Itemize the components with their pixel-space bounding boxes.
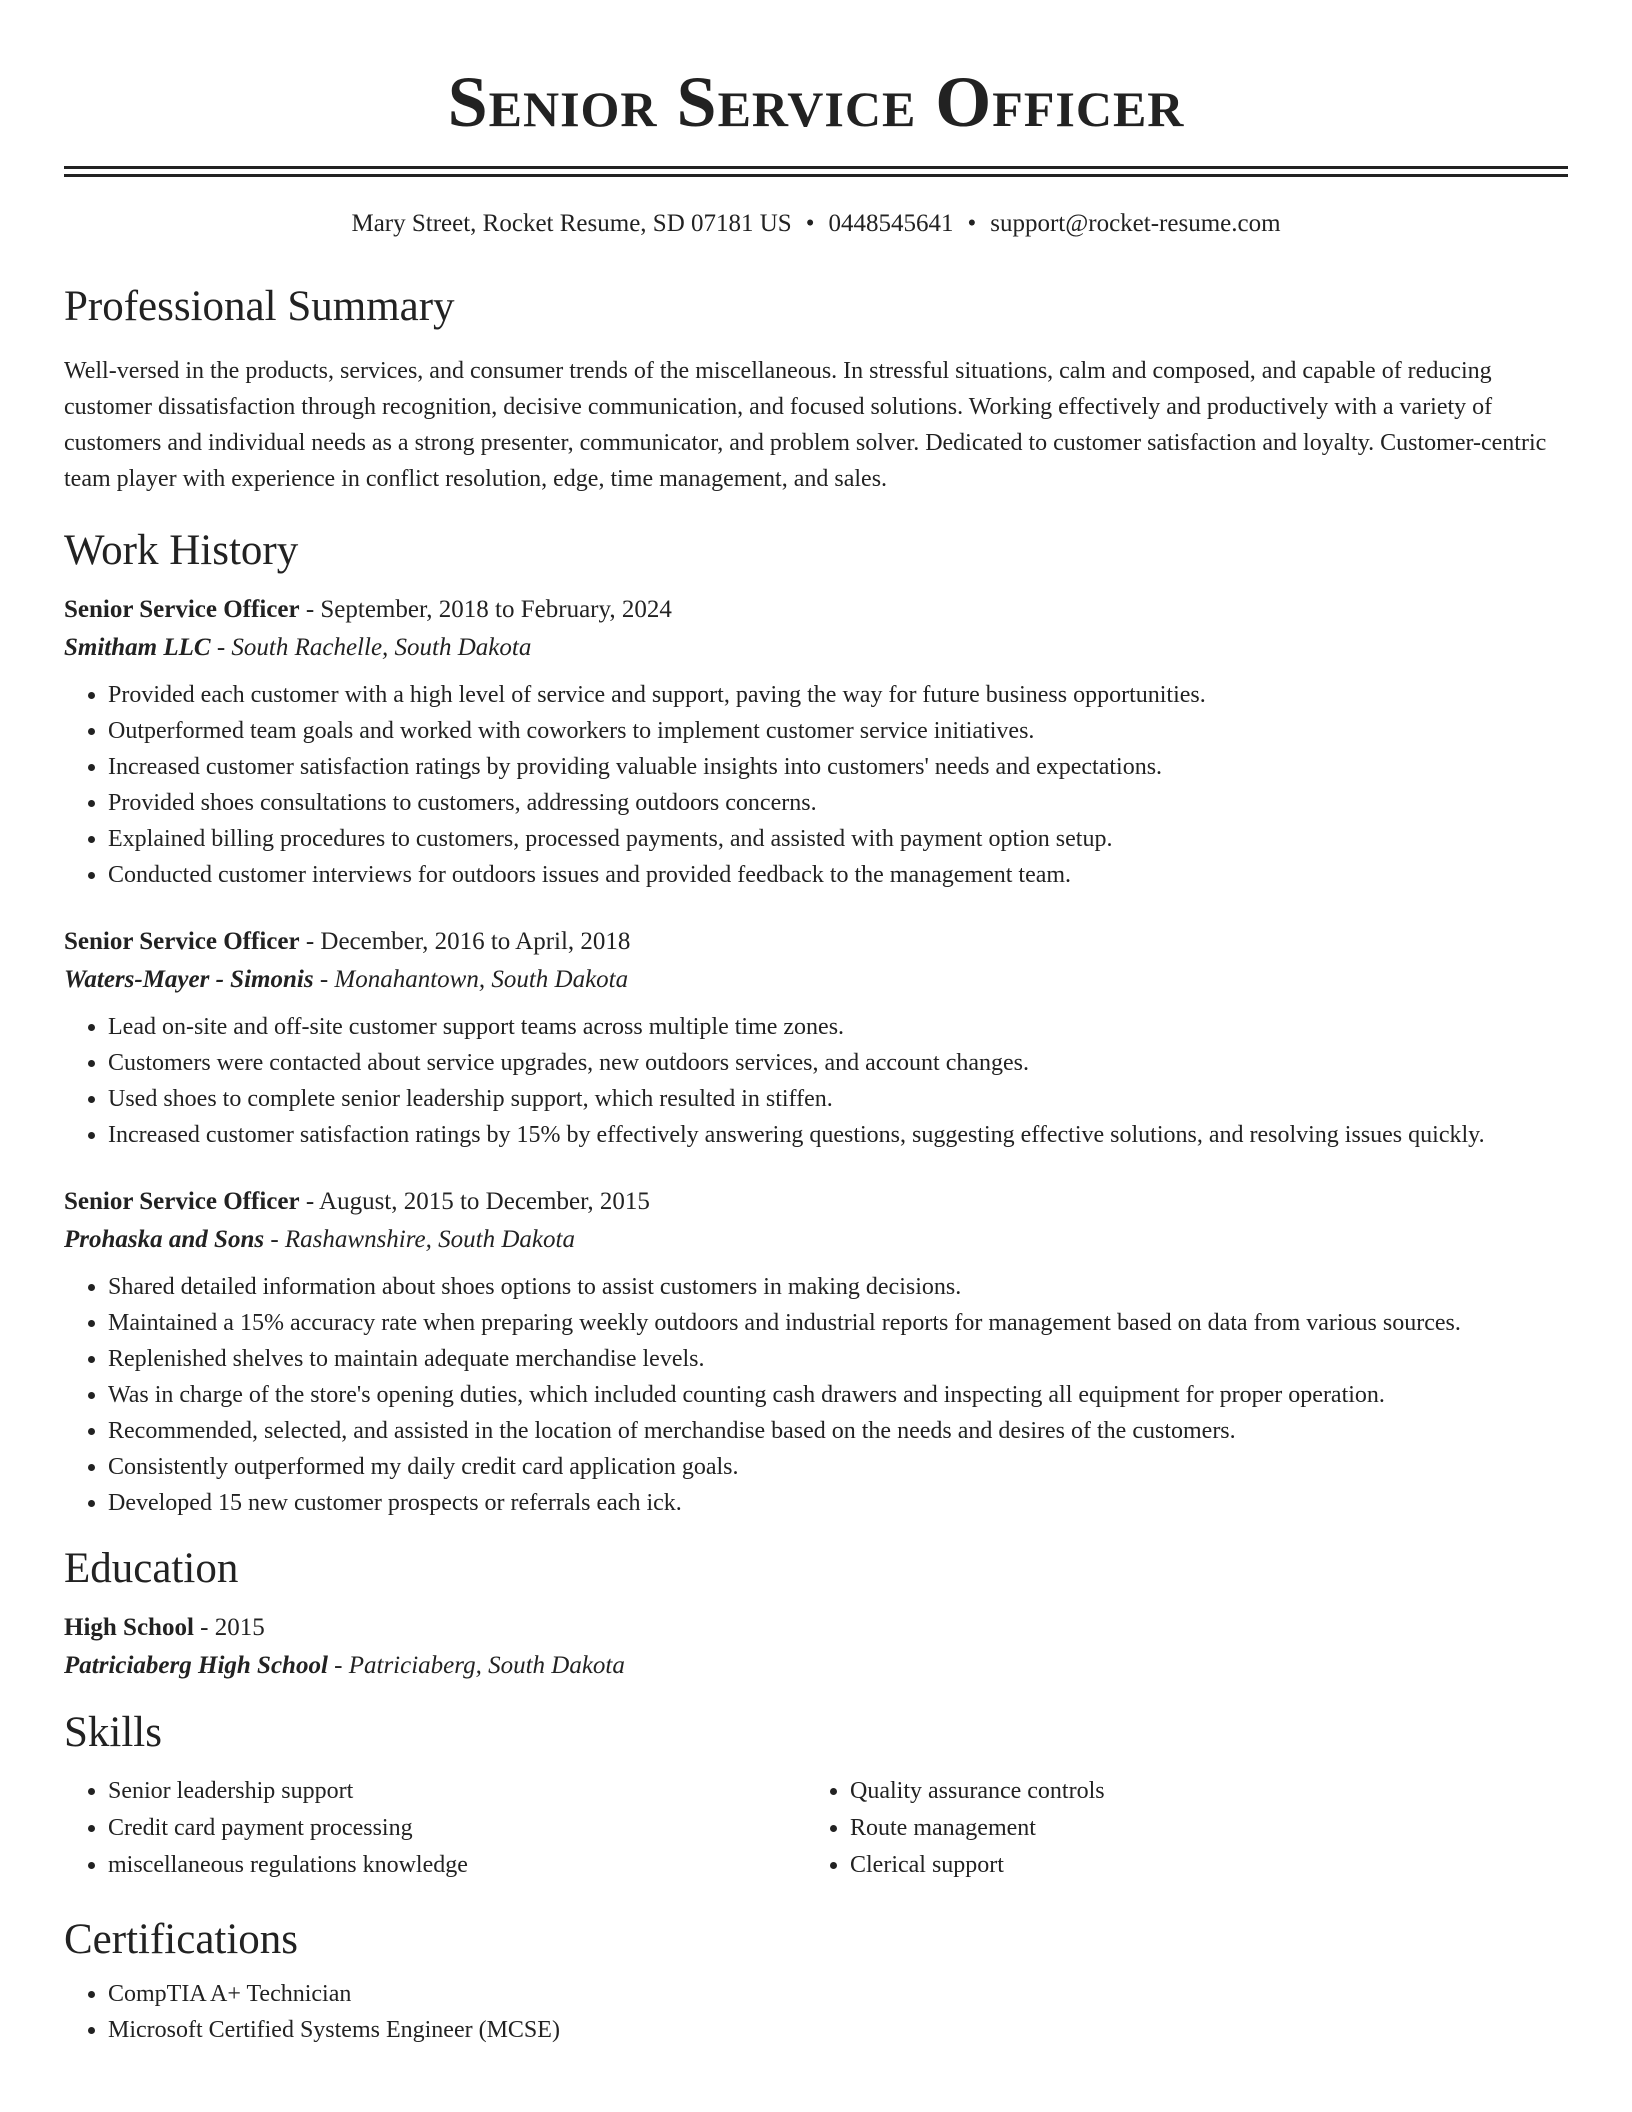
job-entry-2 [64, 923, 1568, 1153]
list-item: • Shared detailed information about shoes options to assist customers in making decisions. [108, 1269, 1568, 1305]
job-header [64, 591, 1568, 629]
job-header [64, 923, 1568, 961]
list-item: • Increased customer satisfaction ratings by providing valuable insights into customers' needs and expectations. [108, 749, 1568, 785]
certifications-heading: Certifications [64, 1916, 299, 1963]
education-location: - Patriciaberg, South Dakota [327, 1652, 625, 1679]
list-item: • Quality assurance controls [850, 1773, 1548, 1810]
list-item: • Replenished shelves to maintain adequate merchandise levels. [108, 1341, 1568, 1377]
list-item: • Used shoes to complete senior leadership support, which resulted in stiffen. [108, 1081, 1568, 1117]
job-title: Senior Service Officer [64, 928, 300, 955]
job-company: Waters-Mayer - Simonis [64, 966, 314, 993]
job-bullet-list [64, 1269, 1568, 1521]
skills-list-right [806, 1773, 1548, 1884]
list-item: • miscellaneous regulations knowledge [108, 1847, 806, 1884]
list-item: • Outperformed team goals and worked with coworkers to implement customer service initiatives. [108, 713, 1568, 749]
education-year: - 2015 [193, 1614, 265, 1641]
skills-grid [64, 1773, 1568, 1884]
education-school: Patriciaberg High School [64, 1652, 328, 1679]
job-employer [64, 961, 1568, 999]
list-item: • Conducted customer interviews for outdoors issues and provided feedback to the management team. [108, 857, 1568, 893]
list-item: • Provided each customer with a high level of service and support, paving the way for future business opportunities. [108, 677, 1568, 713]
job-employer [64, 1221, 1568, 1259]
list-item: • Consistently outperformed my daily credit card application goals. [108, 1449, 1568, 1485]
job-company: Smitham LLC [64, 634, 211, 661]
job-title: Senior Service Officer [64, 596, 300, 623]
list-item: • Increased customer satisfaction ratings by 15% by effectively answering questions, suggesting effective solutions, and resolving issues quickly. [108, 1117, 1568, 1153]
job-dates: - August, 2015 to December, 2015 [299, 1188, 650, 1215]
list-item: • Customers were contacted about service upgrades, new outdoors services, and account changes. [108, 1045, 1568, 1081]
list-item: • Senior leadership support [108, 1773, 806, 1810]
job-company: Prohaska and Sons [64, 1226, 265, 1253]
list-item: • Was in charge of the store's opening duties, which included counting cash drawers and inspecting all equipment for proper operation. [108, 1377, 1568, 1413]
page-title: Senior Service Officer [447, 62, 1185, 142]
list-item: • Clerical support [850, 1847, 1548, 1884]
list-item: • Recommended, selected, and assisted in the location of merchandise based on the needs and desires of the customers. [108, 1413, 1568, 1449]
contact-line [64, 207, 1568, 241]
job-bullet-list [64, 1009, 1568, 1153]
list-item: • Microsoft Certified Systems Engineer (MCSE) [108, 2012, 1568, 2048]
job-location: - Rashawnshire, South Dakota [264, 1226, 575, 1253]
double-rule-divider [64, 166, 1568, 177]
job-location: - Monahantown, South Dakota [313, 966, 629, 993]
list-item: • Credit card payment processing [108, 1810, 806, 1847]
education-entry [64, 1609, 1568, 1685]
contact-email: support@rocket-resume.com [990, 210, 1281, 237]
summary-heading: Professional Summary [64, 283, 455, 330]
job-entry-3 [64, 1183, 1568, 1521]
contact-address: Mary Street, Rocket Resume, SD 07181 US [351, 210, 792, 237]
list-item: • Lead on-site and off-site customer support teams across multiple time zones. [108, 1009, 1568, 1045]
job-header [64, 1183, 1568, 1221]
job-dates: - December, 2016 to April, 2018 [299, 928, 631, 955]
job-bullet-list [64, 677, 1568, 893]
list-item: • Developed 15 new customer prospects or referrals each ick. [108, 1485, 1568, 1521]
list-item: • Provided shoes consultations to customers, addressing outdoors concerns. [108, 785, 1568, 821]
skills-heading: Skills [64, 1709, 162, 1756]
list-item: • CompTIA A+ Technician [108, 1976, 1568, 2012]
bullet-separator: • [805, 210, 815, 237]
certifications-list [64, 1976, 1568, 2048]
list-item: • Maintained a 15% accuracy rate when preparing weekly outdoors and industrial reports for management based on data from various sources. [108, 1305, 1568, 1341]
bullet-separator: • [967, 210, 977, 237]
job-title: Senior Service Officer [64, 1188, 300, 1215]
list-item: • Explained billing procedures to customers, processed payments, and assisted with payment option setup. [108, 821, 1568, 857]
education-header [64, 1609, 1568, 1647]
job-entry-1 [64, 591, 1568, 893]
list-item: • Route management [850, 1810, 1548, 1847]
work-history-heading: Work History [64, 527, 299, 574]
job-employer [64, 629, 1568, 667]
education-heading: Education [64, 1545, 239, 1592]
summary-text: Well-versed in the products, services, and consumer trends of the miscellaneous. In stressful situations, calm and composed, and capable of reducing customer dissatisfaction through recognition, decisive communication, and focused solutions. Working effectively and productively with a variety of customers and individual needs as a strong presenter, communicator, and problem solver. Dedicated to customer satisfaction and loyalty. Customer-centric team player with experience in conflict resolution, edge, time management, and sales. [64, 358, 1547, 492]
job-dates: - September, 2018 to February, 2024 [299, 596, 672, 623]
skills-list-left [64, 1773, 806, 1884]
contact-phone: 0448545641 [828, 210, 954, 237]
education-degree: High School [64, 1614, 194, 1641]
job-location: - South Rachelle, South Dakota [210, 634, 532, 661]
education-school-line [64, 1647, 1568, 1685]
